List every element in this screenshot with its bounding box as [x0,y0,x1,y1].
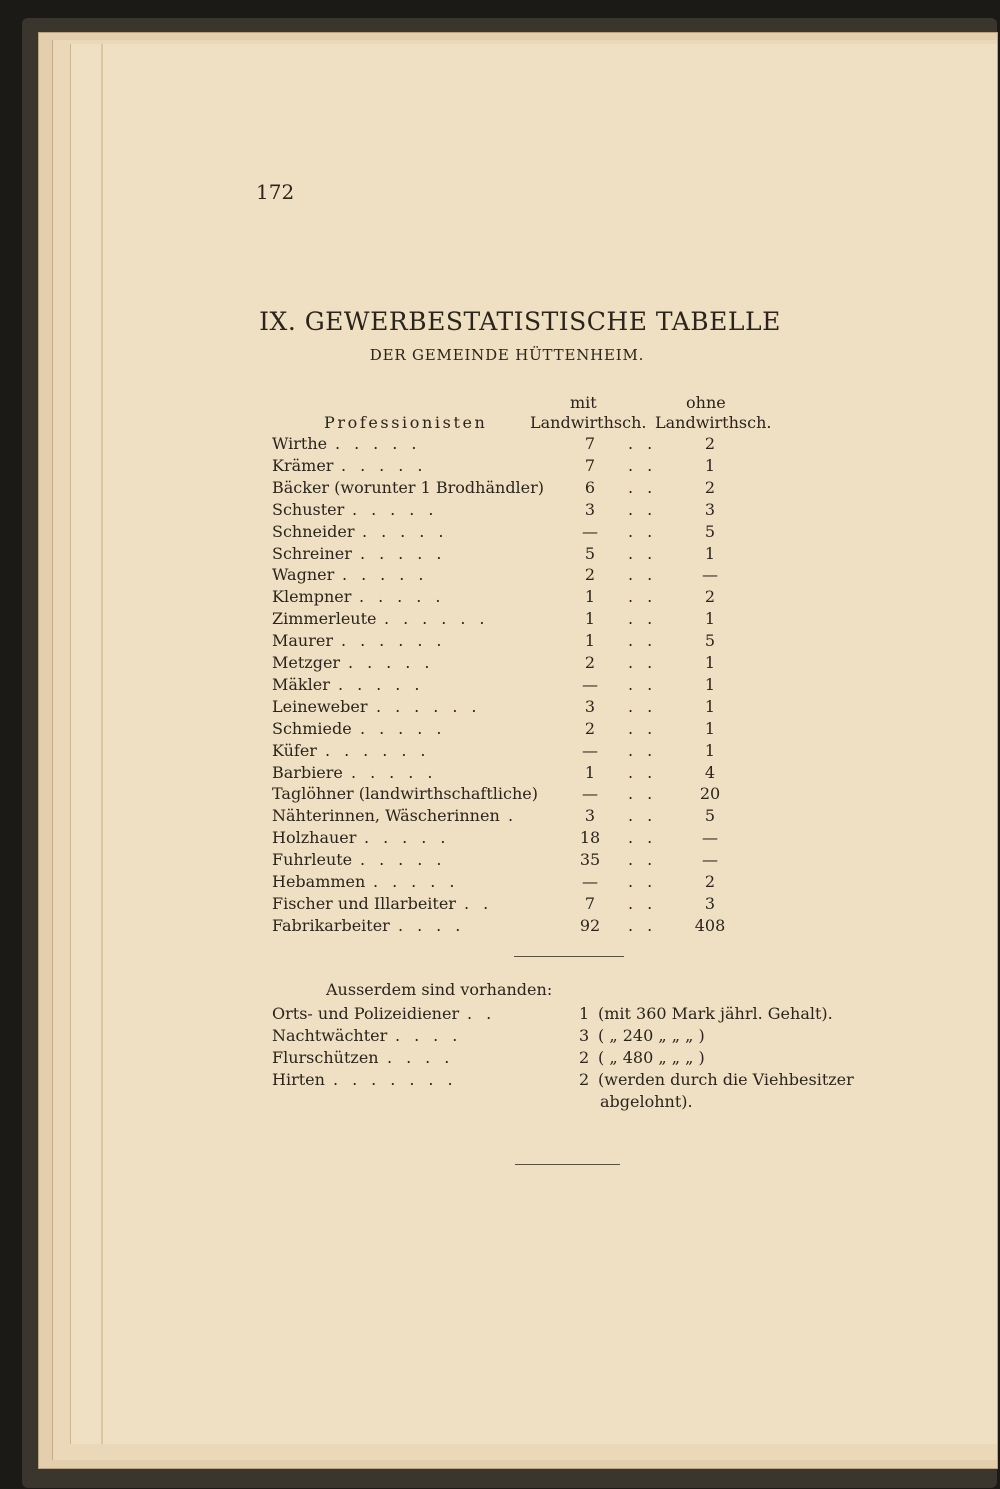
row-separator-dots: .. [628,740,667,760]
page-subtitle: DER GEMEINDE HÜTTENHEIM. [369,346,645,364]
extras-name: Hirten [272,1070,325,1089]
row-ohne-value: 2 [704,434,716,453]
row-separator-dots: .. [628,653,667,672]
row-ohne-value: 3 [704,499,716,519]
row-ohne-value: — [702,828,718,848]
row-separator-dots: .. [628,543,667,563]
row-separator-dots: .. [628,521,667,541]
extras-name: Nachtwächter [272,1026,388,1045]
row-name: Küfer [272,740,317,760]
row-separator-dots: .. [628,455,667,475]
row-mit-value: 1 [584,631,596,651]
row-separator-dots: .. [628,696,667,716]
row-mit-value: — [582,521,598,541]
row-separator-dots: .. [628,784,667,804]
header-professionisten: Professionisten [324,413,488,432]
row-ohne-value: 2 [704,587,716,607]
row-ohne-value: — [702,850,718,870]
row-ohne-value: 1 [704,718,716,738]
row-separator-dots: .. [628,915,667,935]
row-name: Metzger [272,653,341,672]
row-ohne-value: 5 [704,806,716,826]
row-leader-dots: ..... [338,674,434,694]
row-mit-value: — [582,674,598,694]
row-mit-value: 18 [579,828,601,848]
row-separator-dots: .. [628,872,667,891]
row-name: Barbiere [272,762,343,782]
extras-leader-dots: .... [387,1048,464,1067]
row-name: Leineweber [272,696,368,716]
extras-count: 2 [579,1070,590,1089]
row-separator-dots: .. [628,828,667,848]
row-mit-value: 2 [584,653,596,672]
row-name: Zimmerleute [272,609,377,629]
row-ohne-value: 1 [704,609,716,629]
table-row [0,763,1000,785]
row-name: Schneider [272,521,355,541]
row-separator-dots: .. [628,674,667,694]
table-row [0,587,1000,609]
row-separator-dots: .. [628,631,667,651]
row-name: Maurer [272,631,333,651]
extras-leader-dots: .. [467,1004,506,1023]
table-row [0,784,1000,806]
table-row [0,565,1000,587]
row-separator-dots: .. [628,806,667,826]
row-name: Wagner [272,565,335,585]
table-row [0,434,1000,456]
row-leader-dots: ..... [364,828,460,848]
row-ohne-value: 1 [704,653,716,672]
page-number: 172 [256,180,295,204]
row-leader-dots: ..... [351,762,447,782]
row-leader-dots: ..... [352,499,448,519]
row-leader-dots: ..... [360,543,456,563]
extras-leader-dots: ....... [333,1070,467,1089]
row-mit-value: 3 [584,806,596,826]
row-separator-dots: .. [628,718,667,738]
row-leader-dots: ..... [360,718,456,738]
row-ohne-value: 1 [704,740,716,760]
row-mit-value: 5 [584,543,596,563]
row-ohne-value: 5 [704,521,716,541]
row-mit-value: 92 [579,915,601,935]
header-ohne-top: ohne [686,393,726,412]
table-row [0,544,1000,566]
row-separator-dots: .. [628,565,667,585]
table-row [0,500,1000,522]
row-ohne-value: 1 [704,455,716,475]
row-name: Klempner [272,587,352,607]
row-name: Holzhauer [272,828,357,848]
row-name: Krämer [272,455,334,475]
row-mit-value: 6 [584,477,596,497]
extras-row [0,1048,1000,1070]
extras-leader-dots: .... [395,1026,472,1045]
row-mit-value: 3 [584,499,596,519]
row-name: Taglöhner (landwirthschaftliche) [272,784,538,804]
row-leader-dots: ..... [373,872,469,891]
row-ohne-value: 4 [704,762,716,782]
table-row [0,741,1000,763]
table-row [0,653,1000,675]
row-mit-value: 35 [579,850,601,870]
extras-note: (werden durch die Viehbesitzer [598,1070,854,1089]
row-name: Schuster [272,499,345,519]
table-row [0,828,1000,850]
row-ohne-value: — [702,565,718,585]
row-name: Fuhrleute [272,850,353,870]
extras-name: Flurschützen [272,1048,379,1067]
extras-count: 2 [579,1048,590,1067]
table-row [0,894,1000,916]
table-row [0,697,1000,719]
row-mit-value: 1 [584,762,596,782]
row-name: Schmiede [272,718,352,738]
row-leader-dots: ...... [384,609,499,629]
table-row [0,850,1000,872]
extras-note: ( „ 480 „ „ „ ) [598,1048,705,1067]
row-name: Hebammen [272,872,366,891]
row-mit-value: 7 [584,434,596,453]
row-mit-value: 1 [584,587,596,607]
row-separator-dots: .. [628,893,667,913]
row-mit-value: — [582,872,598,891]
row-mit-value: 2 [584,718,596,738]
row-ohne-value: 2 [704,477,716,497]
table-rule [514,956,624,957]
table-row [0,872,1000,894]
row-ohne-value: 20 [699,784,721,804]
row-leader-dots: ..... [348,653,444,672]
extras-row [0,1026,1000,1048]
page-title: IX. GEWERBESTATISTISCHE TABELLE [259,307,781,336]
row-name: Wirthe [272,434,328,453]
row-leader-dots: .... [398,915,475,935]
extras-count: 3 [579,1026,590,1045]
row-separator-dots: .. [628,499,667,519]
row-ohne-value: 2 [704,872,716,891]
row-separator-dots: .. [628,587,667,607]
row-leader-dots: ...... [376,696,491,716]
extras-note: (mit 360 Mark jährl. Gehalt). [598,1004,833,1023]
row-separator-dots: .. [628,434,667,453]
row-leader-dots: ...... [325,740,440,760]
row-leader-dots: ..... [359,587,455,607]
row-name: Fabrikarbeiter [272,915,390,935]
header-ohne: Landwirthsch. [655,413,772,432]
row-name: Bäcker (worunter 1 Brodhändler) [272,477,545,497]
table-row [0,675,1000,697]
table-row [0,609,1000,631]
extras-heading: Ausserdem sind vorhanden: [326,980,553,999]
table-row [0,719,1000,741]
row-mit-value: 1 [584,609,596,629]
row-ohne-value: 1 [704,696,716,716]
row-leader-dots: .. [464,893,503,913]
row-ohne-value: 3 [704,893,716,913]
header-mit-top: mit [570,393,597,412]
row-mit-value: — [582,784,598,804]
row-leader-dots: ..... [360,850,456,870]
row-leader-dots: ..... [335,434,431,453]
extras-row [0,1004,1000,1026]
table-row [0,631,1000,653]
header-mit: Landwirthsch. [530,413,647,432]
row-leader-dots: ...... [341,631,456,651]
row-mit-value: 7 [584,455,596,475]
extras-row [0,1070,1000,1092]
row-separator-dots: .. [628,850,667,870]
row-separator-dots: .. [628,477,667,497]
table-row [0,806,1000,828]
row-separator-dots: .. [628,762,667,782]
extras-note: ( „ 240 „ „ „ ) [598,1026,705,1045]
row-mit-value: 3 [584,696,596,716]
row-name: Mäkler [272,674,330,694]
table-row [0,456,1000,478]
extras-count: 1 [579,1004,590,1023]
table-row [0,522,1000,544]
row-leader-dots: ..... [362,521,458,541]
row-separator-dots: .. [628,609,667,629]
table-row [0,478,1000,500]
row-ohne-value: 1 [704,674,716,694]
row-name: Nähterinnen, Wäscherinnen [272,806,500,826]
row-leader-dots: . [508,806,528,826]
row-leader-dots: ..... [341,455,437,475]
row-mit-value: 7 [584,893,596,913]
row-ohne-value: 408 [694,915,726,935]
row-name: Fischer und Illarbeiter [272,893,456,913]
extras-name: Orts- und Polizeidiener [272,1004,460,1023]
row-mit-value: — [582,740,598,760]
row-ohne-value: 5 [704,631,716,651]
end-rule [515,1164,620,1165]
extras-note-continuation: abgelohnt). [600,1092,693,1111]
row-name: Schreiner [272,543,352,563]
row-ohne-value: 1 [704,543,716,563]
table-row [0,916,1000,938]
row-mit-value: 2 [584,565,596,585]
row-leader-dots: ..... [342,565,438,585]
